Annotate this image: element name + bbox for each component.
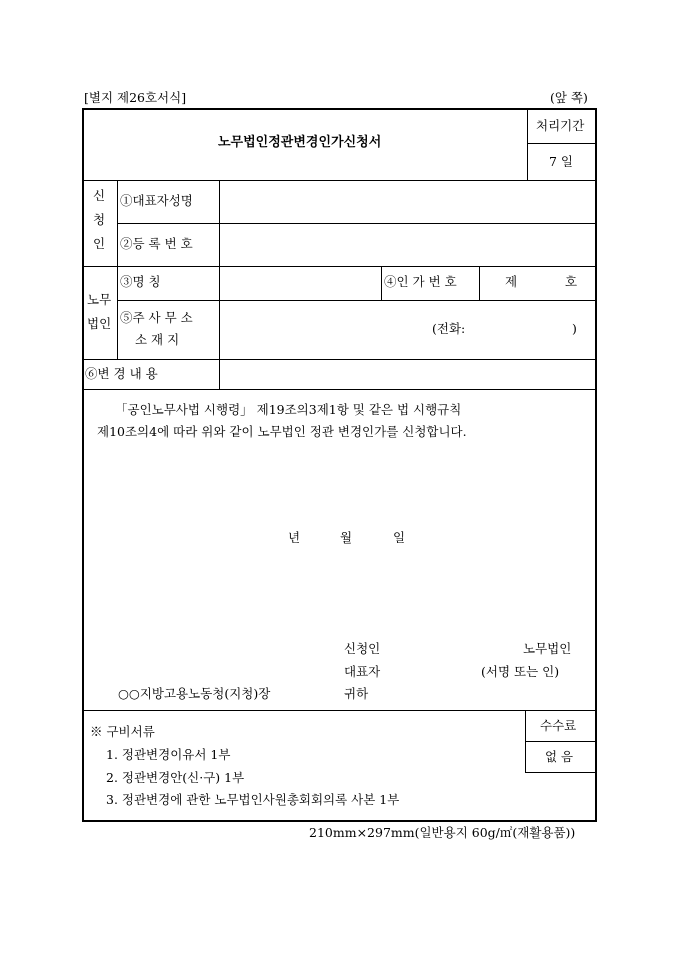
approval-label-right [479, 267, 480, 300]
applicant-char-1: 신 [93, 188, 106, 203]
firm-name-field[interactable] [221, 268, 379, 299]
registration-number-label: ②등 록 번 호 [120, 236, 193, 251]
rule-after-change [83, 389, 596, 390]
statement-line-2: 제10조의4에 따라 위와 같이 노무법인 정관 변경인가를 신청합니다. [97, 424, 467, 439]
statement-line-1: 「공인노무사법 시행령」 제19조의3제1항 및 같은 법 시행규칙 [115, 402, 462, 417]
document-item-3: 3. 정관변경에 관한 노무법인사원총회회의록 사본 1부 [106, 792, 400, 807]
fee-column-rule [525, 711, 526, 772]
document-item-1: 1. 정관변경이유서 1부 [106, 747, 231, 762]
group-column-rule [117, 181, 118, 359]
title-divider [527, 109, 528, 181]
fee-value: 없 음 [545, 749, 574, 764]
representative-label: 대표자 [344, 664, 381, 679]
date-day: 일 [393, 530, 406, 545]
firm-group-line-1: 노무 [87, 292, 112, 307]
applicant-firm: 노무법인 [523, 641, 572, 656]
period-divider [527, 143, 596, 144]
processing-period-label: 처리기간 [536, 118, 585, 133]
fee-divider [525, 741, 596, 742]
processing-period-value: 7 일 [549, 154, 574, 169]
applicant-char-3: 인 [93, 236, 106, 251]
form-title: 노무법인정관변경인가신청서 [218, 135, 382, 150]
date-month: 월 [340, 530, 353, 545]
applicant-label: 신청인 [344, 641, 381, 656]
rule-before-documents [83, 710, 596, 711]
applicant-char-2: 청 [93, 212, 106, 227]
recipient: ○○지방고용노동청(지청)장 [118, 686, 271, 701]
approval-label-left [381, 267, 382, 300]
approval-number-label: ④인 가 번 호 [384, 274, 457, 289]
office-address-label-2: 소 재 지 [135, 332, 180, 347]
signature-note: (서명 또는 인) [481, 664, 560, 679]
change-details-field[interactable] [221, 361, 595, 388]
rule-after-firm [83, 359, 596, 360]
rule-after-applicant [83, 266, 596, 267]
registration-number-field[interactable] [221, 225, 595, 265]
document-item-2: 2. 정관변경안(신·구) 1부 [106, 770, 245, 785]
page-side: (앞 쪽) [550, 90, 588, 105]
change-details-label: ⑥변 경 내 용 [85, 366, 158, 381]
fee-bottom [525, 772, 596, 773]
office-address-field[interactable] [221, 302, 421, 358]
approval-number-field[interactable] [481, 268, 595, 299]
label-column-rule [219, 181, 220, 389]
phone-close: ) [572, 321, 577, 336]
paper-spec: 210mm×297mm(일반용지 60g/㎡(재활용품)) [309, 825, 576, 840]
rule-after-rep-name [117, 223, 596, 224]
rule-after-title [83, 180, 596, 181]
form-number: [별지 제26호서식] [84, 90, 187, 105]
approval-number-prefix: 제 [505, 274, 518, 289]
recipient-suffix: 귀하 [344, 686, 369, 701]
office-address-label-1: ⑤주 사 무 소 [120, 310, 193, 325]
phone-field[interactable] [478, 316, 568, 342]
firm-group-line-2: 법인 [87, 316, 112, 331]
rule-after-firm-name [117, 300, 596, 301]
documents-heading: ※ 구비서류 [90, 724, 155, 739]
firm-name-label: ③명 칭 [120, 274, 161, 289]
date-year: 년 [288, 530, 301, 545]
fee-label: 수수료 [540, 718, 577, 733]
representative-name-label: ①대표자성명 [120, 193, 193, 208]
phone-label: (전화: [432, 321, 466, 336]
approval-number-suffix: 호 [565, 274, 578, 289]
representative-name-field[interactable] [221, 182, 595, 222]
